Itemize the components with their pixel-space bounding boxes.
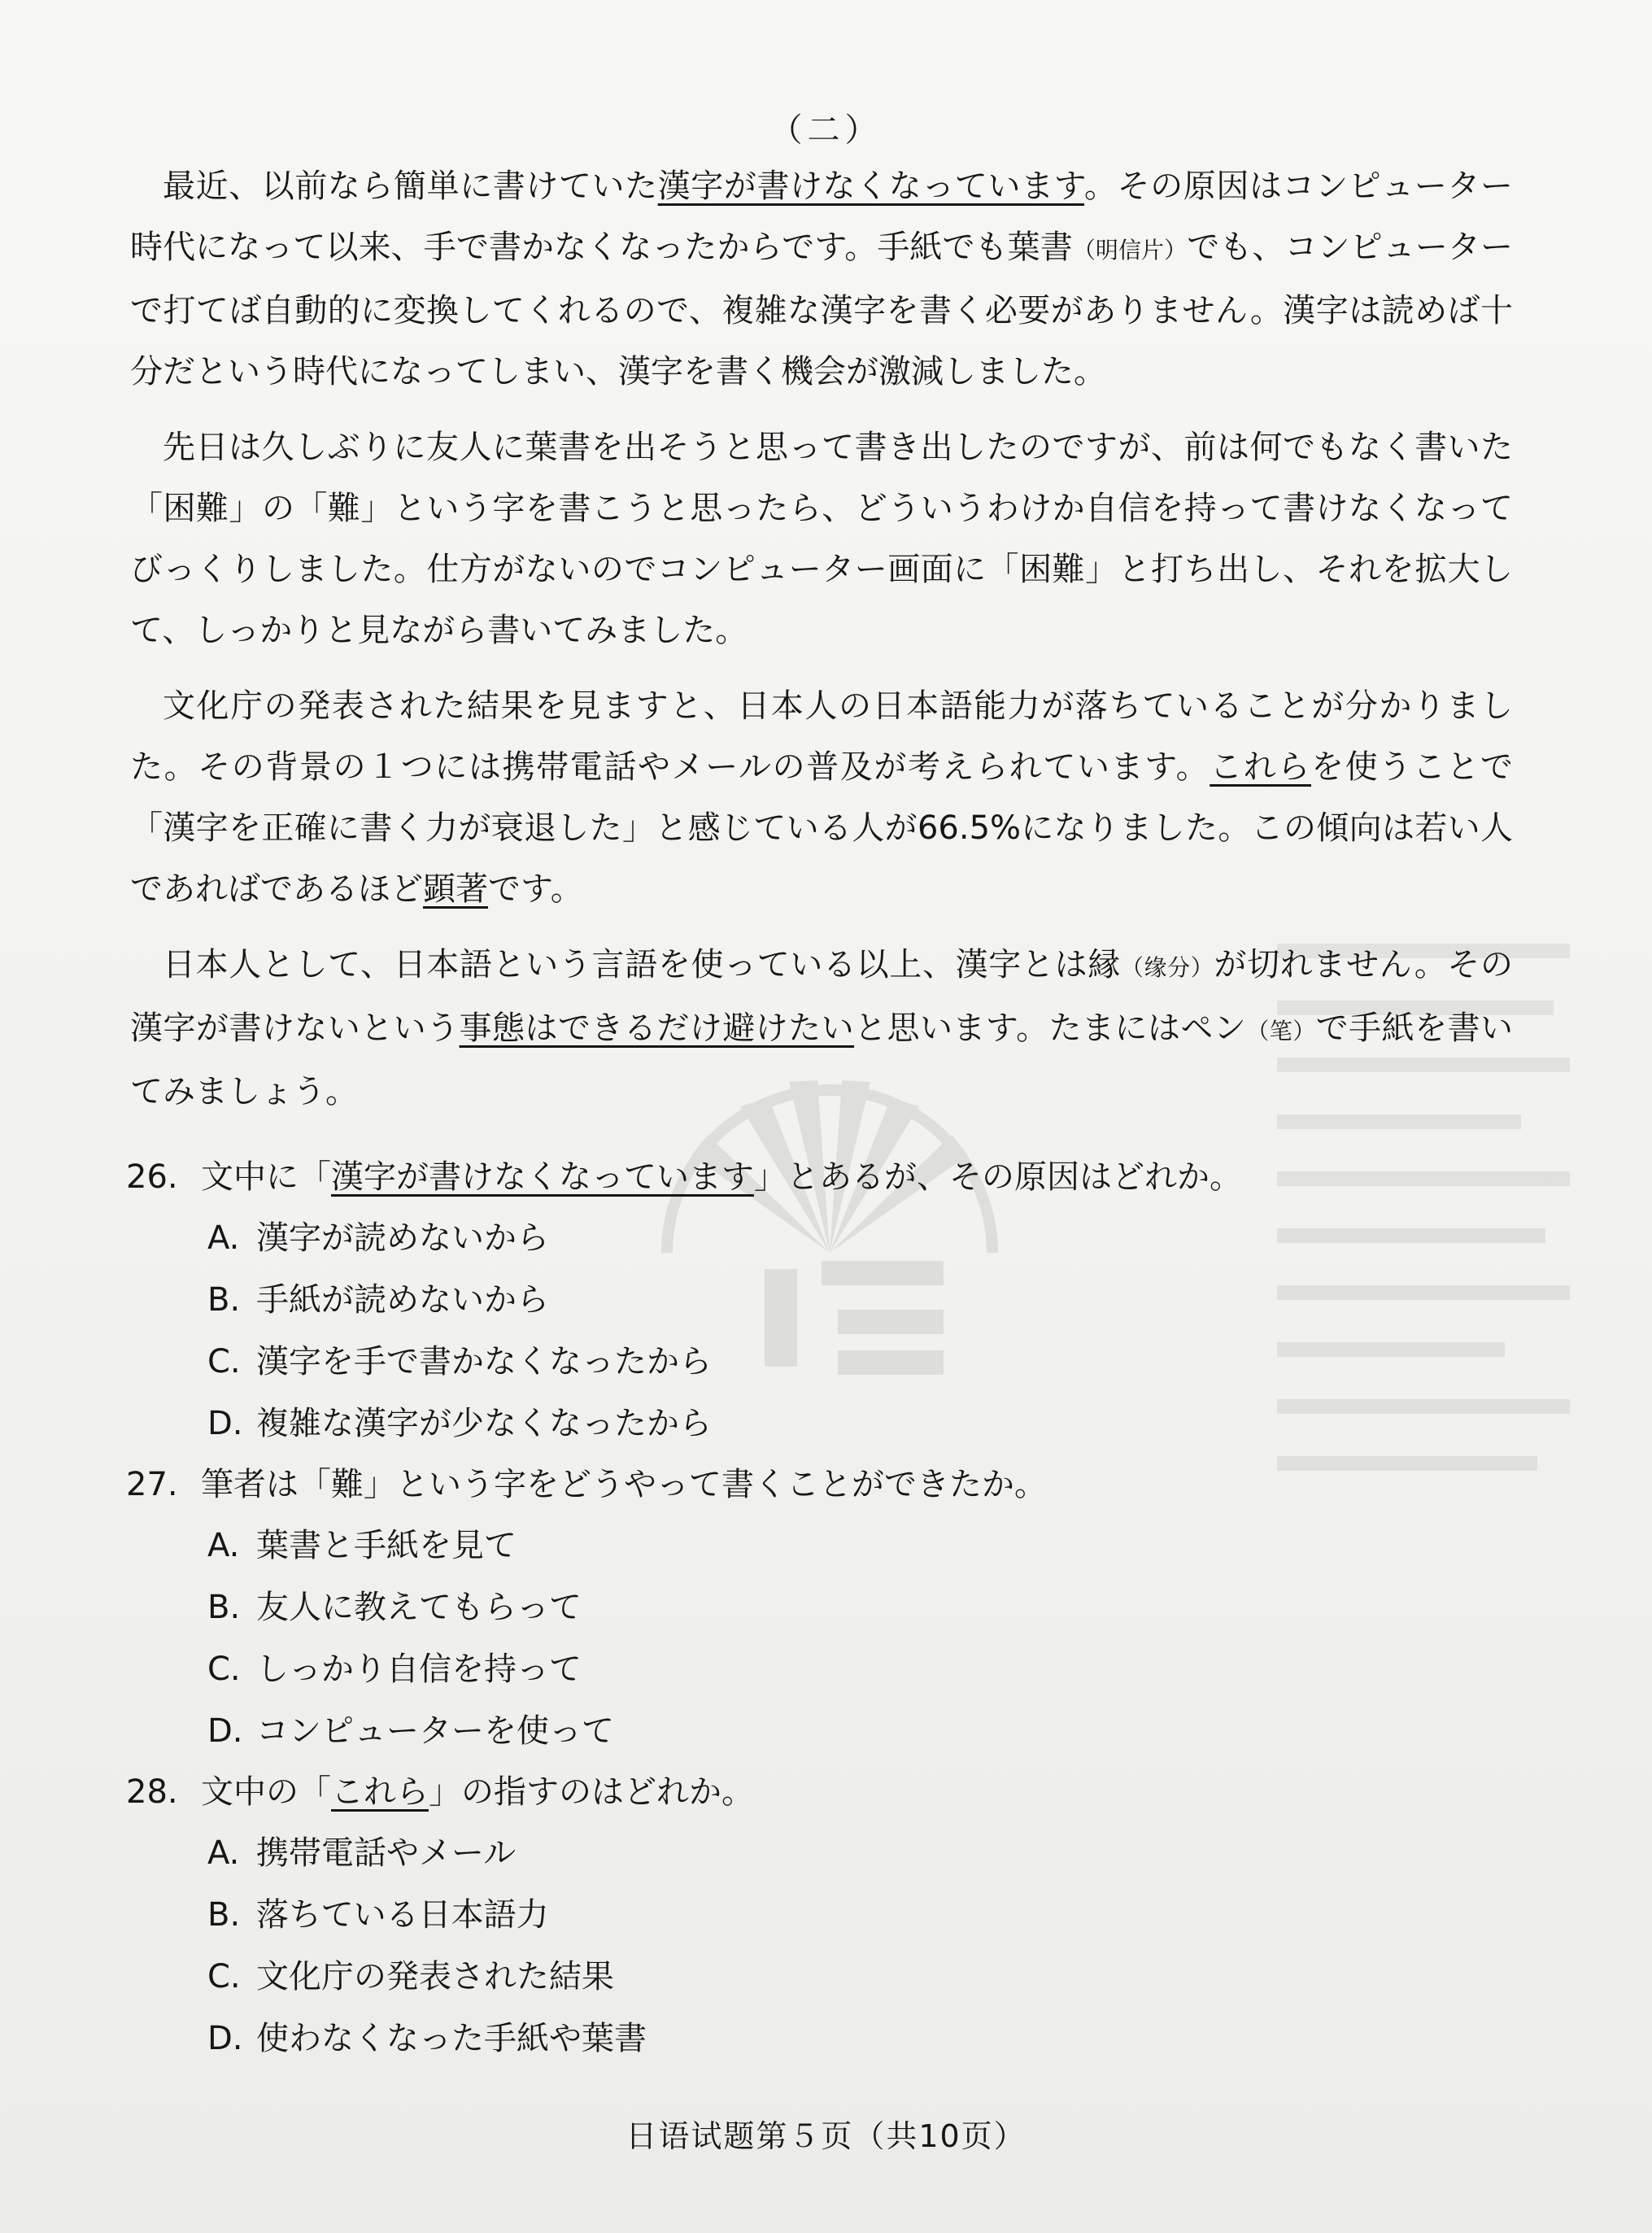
underlined-phrase-kencho: 顕著 (423, 870, 488, 908)
option-letter: C. (207, 1958, 241, 1995)
reading-passage (130, 156, 1513, 1137)
question-text: 筆者は「難」という字をどうやって書くことができたか。 (201, 1466, 1047, 1503)
paragraph-4 (130, 935, 1513, 1123)
option-letter: A. (207, 1219, 240, 1257)
question-27 (126, 1455, 1509, 1762)
underlined-quote: 漢字が書けなくなっています (331, 1158, 754, 1196)
option-letter: A. (207, 1834, 240, 1872)
question-list (126, 1147, 1509, 2069)
option-d[interactable] (126, 1393, 1509, 1455)
option-text: 使わなくなった手紙や葉書 (256, 2020, 647, 2057)
option-letter: A. (207, 1527, 240, 1564)
question-number: 28. (126, 1773, 178, 1811)
option-text: コンピューターを使って (256, 1712, 614, 1750)
option-text: 手紙が読めないから (256, 1281, 549, 1319)
text-run: と思います。たまにはペン (854, 1010, 1247, 1047)
underlined-quote: これら (331, 1773, 429, 1811)
option-text: しっかり自信を持って (256, 1651, 582, 1688)
gloss-note: （明信片） (1072, 237, 1188, 264)
option-a[interactable] (126, 1822, 1509, 1884)
page-footer: 日语试题第５页（共10页） (625, 2118, 1027, 2154)
option-text: 複雑な漢字が少なくなったから (256, 1405, 712, 1442)
option-letter: C. (207, 1343, 241, 1380)
option-letter: B. (207, 1896, 241, 1934)
text-run: 文化庁の発表された結果を見ますと、日本人の日本語能力が落ちていることが分かりました。その背景の１つには携帯電話やメールの普及が考えられています。 (130, 687, 1513, 786)
underlined-phrase-jitai: 事態はできるだけ避けたい (459, 1010, 855, 1047)
paragraph-3 (130, 676, 1513, 920)
option-b[interactable] (126, 1884, 1509, 1946)
option-letter: B. (207, 1589, 241, 1626)
paragraph-2: 先日は久しぶりに友人に葉書を出そうと思って書き出したのですが、前は何でもなく書いた「困難」の「難」という字を書こうと思ったら、どういうわけか自信を持って書けなくなってびっくりしました。仕方がないのでコンピューター画面に「困難」と打ち出し、それを拡大して、しっかりと見ながら書いてみました。 (130, 429, 1513, 649)
option-letter: B. (207, 1281, 241, 1319)
option-b[interactable] (126, 1577, 1509, 1638)
question-stem (126, 1455, 1509, 1515)
option-b[interactable] (126, 1269, 1509, 1331)
text-run: 。その原因はコンピューター時代になって以来、手で書かなくなったからです。手紙でも葉書 (130, 168, 1514, 266)
question-stem (126, 1147, 1509, 1207)
paragraph-1 (130, 156, 1513, 403)
question-28 (126, 1762, 1509, 2069)
option-text: 漢字を手で書かなくなったから (256, 1343, 712, 1380)
gloss-note: （缘分） (1120, 954, 1214, 981)
option-d[interactable] (126, 1700, 1509, 1762)
underlined-phrase-kanji: 漢字が書けなくなっています (657, 168, 1085, 205)
text-run: が切れません。その漢字が書けないという (130, 946, 1513, 1047)
option-text: 落ちている日本語力 (256, 1896, 549, 1934)
option-d[interactable] (126, 2008, 1509, 2069)
option-letter: D. (207, 1405, 243, 1442)
text-run: 」とあるが、その原因はどれか。 (754, 1158, 1242, 1196)
option-text: 葉書と手紙を見て (256, 1527, 517, 1564)
option-c[interactable] (126, 1331, 1509, 1393)
text-run: 日本人として、日本語という言語を使っている以上、漢字とは縁 (163, 946, 1121, 983)
question-number: 26. (126, 1158, 178, 1196)
question-number: 27. (126, 1466, 178, 1503)
gloss-note: （笔） (1246, 1018, 1316, 1045)
text-run: 文中に「 (201, 1158, 331, 1196)
text-run: 文中の「 (201, 1773, 331, 1811)
question-text (201, 1147, 1242, 1207)
option-text: 友人に教えてもらって (256, 1589, 582, 1626)
option-letter: C. (207, 1651, 241, 1688)
underlined-phrase-korera: これら (1210, 748, 1312, 786)
text-run: でも、コンピューターで打てば自動的に変換してくれるので、複雑な漢字を書く必要がありません。漢字は読めば十分だという時代になってしまい、漢字を書く機会が激減しました。 (130, 229, 1513, 390)
text-run: を使うことで「漢字を正確に書く力が衰退した」と感じている人が66.5%になりました。この傾向は若い人であればであるほど (130, 748, 1514, 908)
text-run: で手紙を書いてみましょう。 (130, 1010, 1514, 1110)
question-text (201, 1762, 754, 1822)
option-c[interactable] (126, 1638, 1509, 1700)
option-letter: D. (207, 1712, 243, 1750)
question-26 (126, 1147, 1509, 1455)
option-text: 漢字が読めないから (256, 1219, 549, 1257)
option-text: 文化庁の発表された結果 (256, 1958, 614, 1995)
option-letter: D. (207, 2020, 243, 2057)
question-stem (126, 1762, 1509, 1822)
option-text: 携帯電話やメール (256, 1834, 517, 1872)
section-title: （二） (769, 111, 883, 149)
text-run: 最近、以前なら簡単に書けていた (163, 168, 658, 205)
option-c[interactable] (126, 1946, 1509, 2008)
text-run: 」の指すのはどれか。 (429, 1773, 754, 1811)
text-run: です。 (488, 870, 583, 908)
option-a[interactable] (126, 1515, 1509, 1577)
option-a[interactable] (126, 1207, 1509, 1269)
